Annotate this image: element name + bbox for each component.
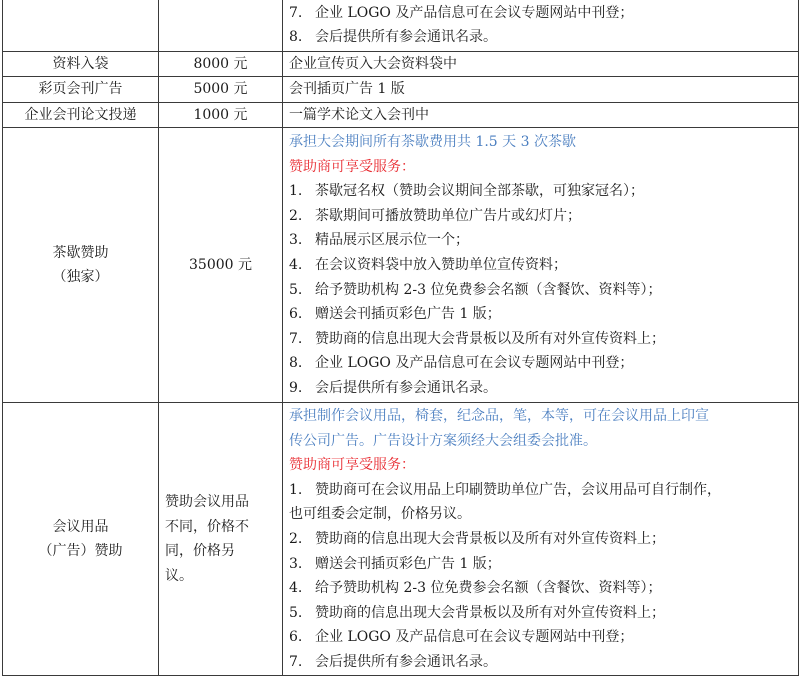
- description-cell: 一篇学术论文入会刊中: [283, 102, 799, 128]
- benefit-item: 4. 给予赞助机构 2-3 位免费参会名额（含餐饮、资料等）；: [289, 580, 662, 597]
- benefit-item-continued: 也可组委会定制，价格另议。: [289, 506, 471, 523]
- category-cell: 企业会刊论文投递: [3, 102, 159, 128]
- category-cell: 彩页会刊广告: [3, 77, 159, 103]
- category-name: 茶歇赞助: [52, 244, 109, 261]
- price-cell: [159, 403, 283, 676]
- category-cell: 资料入袋: [3, 51, 159, 77]
- price-cell: 35000 元: [159, 128, 283, 403]
- price-cell: 1000 元: [159, 102, 283, 128]
- price-cell: [159, 0, 283, 51]
- description-cell: [283, 403, 799, 676]
- benefit-item: 7. 会后提供所有参会通讯名录。: [289, 653, 497, 670]
- benefit-item: 5. 给予赞助机构 2-3 位免费参会名额（含餐饮、资料等）；: [289, 281, 662, 298]
- benefit-item: 8. 会后提供所有参会通讯名录。: [289, 29, 497, 46]
- benefit-item: 6. 企业 LOGO 及产品信息可在会议专题网站中刊登；: [289, 629, 634, 646]
- category-name: 会议用品: [52, 518, 109, 535]
- intro-text: 承担制作会议用品，椅套，纪念品，笔，本等，可在会议用品上印宣: [289, 408, 709, 425]
- price-cell: 8000 元: [159, 51, 283, 77]
- benefit-item: 6. 赠送会刊插页彩色广告 1 版；: [289, 306, 501, 323]
- category-cell: [3, 128, 159, 403]
- description-cell: [283, 0, 799, 51]
- benefit-item: 2. 茶歇期间可播放赞助单位广告片或幻灯片；: [289, 207, 581, 224]
- category-note: （广告）赞助: [38, 543, 123, 560]
- table-row-meeting-supplies: [3, 403, 799, 676]
- price-note-line: 赞助会议用品: [165, 494, 249, 511]
- description-cell: [283, 128, 799, 403]
- benefit-item: 3. 精品展示区展示位一个；: [289, 232, 469, 249]
- price-cell: 5000 元: [159, 77, 283, 103]
- benefit-item: 5. 赞助商的信息出现大会背景板以及所有对外宣传资料上；: [289, 604, 665, 621]
- price-note-line: 议。: [165, 567, 193, 584]
- benefit-item: 7. 赞助商的信息出现大会背景板以及所有对外宣传资料上；: [289, 330, 665, 347]
- benefit-item: 1. 茶歇冠名权（赞助会议期间全部茶歇，可独家冠名）；: [289, 183, 644, 200]
- price-note-line: 不同，价格不: [165, 518, 249, 535]
- table-row: [3, 77, 799, 103]
- category-cell: [3, 0, 159, 51]
- category-note: （独家）: [52, 269, 109, 286]
- intro-text: 传公司广告。广告设计方案须经大会组委会批准。: [289, 432, 597, 449]
- table-row-tea-break: [3, 128, 799, 403]
- benefits-heading: 赞助商可享受服务：: [289, 158, 415, 175]
- description-cell: 会刊插页广告 1 版: [283, 77, 799, 103]
- table-row: [3, 51, 799, 77]
- benefits-heading: 赞助商可享受服务：: [289, 457, 415, 474]
- benefit-item: 7. 企业 LOGO 及产品信息可在会议专题网站中刊登；: [289, 4, 634, 21]
- benefit-item: 2. 赞助商的信息出现大会背景板以及所有对外宣传资料上；: [289, 530, 665, 547]
- sponsorship-table: [2, 0, 799, 676]
- price-note-line: 同，价格另: [165, 543, 235, 560]
- table-row: [3, 102, 799, 128]
- benefit-item: 4. 在会议资料袋中放入赞助单位宣传资料；: [289, 256, 567, 273]
- benefit-item: 1. 赞助商可在会议用品上印刷赞助单位广告，会议用品可自行制作，: [289, 481, 721, 498]
- category-cell: [3, 403, 159, 676]
- benefit-item: 8. 企业 LOGO 及产品信息可在会议专题网站中刊登；: [289, 355, 634, 372]
- description-cell: 企业宣传页入大会资料袋中: [283, 51, 799, 77]
- benefit-item: 9. 会后提供所有参会通讯名录。: [289, 379, 497, 396]
- table-row-continued: [3, 0, 799, 51]
- intro-text: 承担大会期间所有茶歇费用共 1.5 天 3 次茶歇: [289, 134, 576, 151]
- benefit-item: 3. 赠送会刊插页彩色广告 1 版；: [289, 555, 501, 572]
